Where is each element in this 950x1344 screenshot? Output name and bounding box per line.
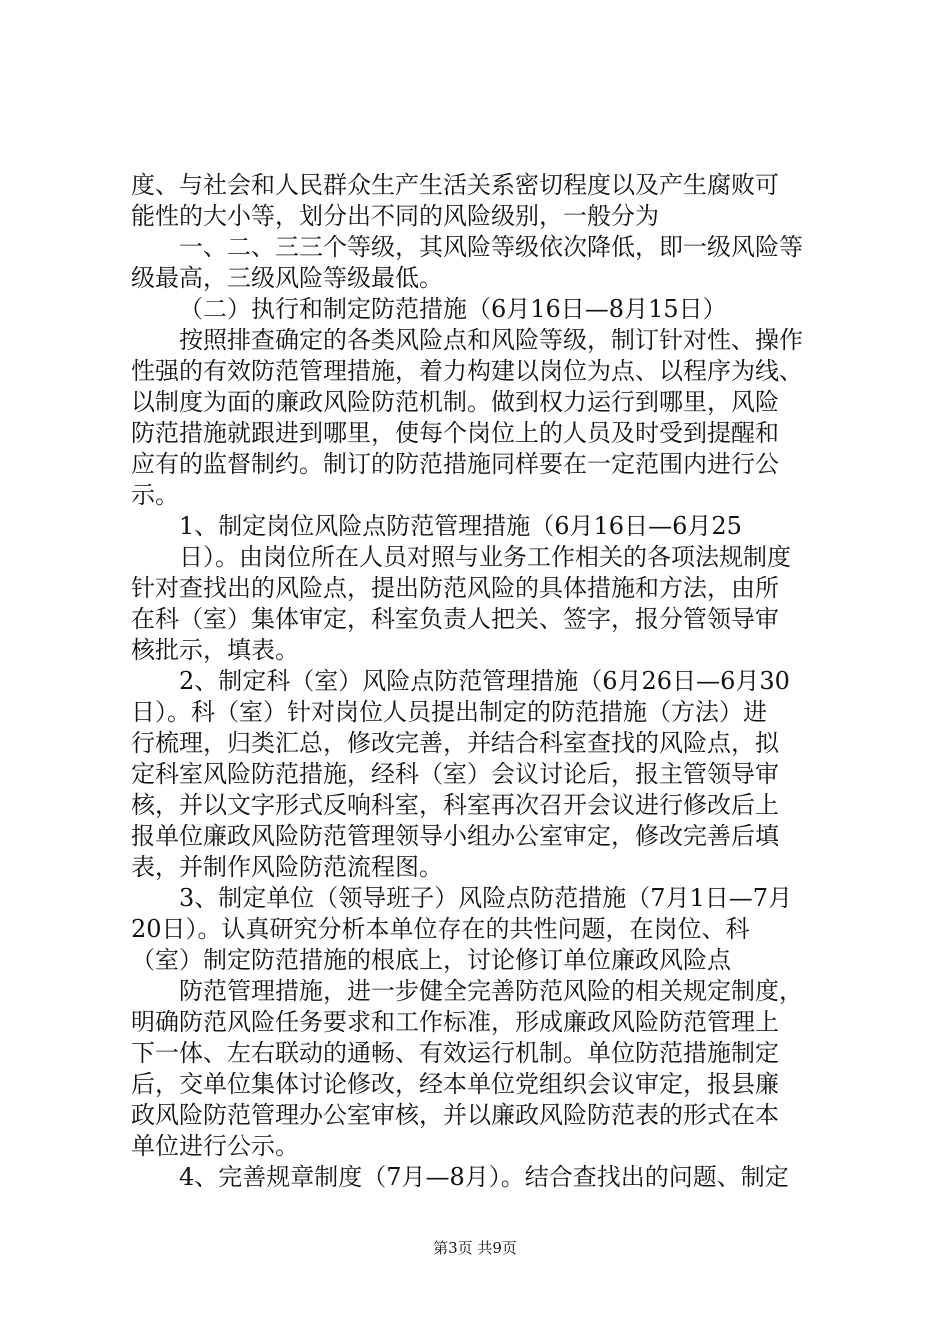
document-body — [131, 170, 837, 1193]
text-line: 报单位廉政风险防范管理领导小组办公室审定，修改完善后填 — [131, 822, 779, 850]
text-line: 按照排查确定的各类风险点和风险等级，制订针对性、操作 — [179, 326, 803, 354]
text-line: （室）制定防范措施的根底上，讨论修订单位廉政风险点 — [131, 946, 731, 974]
text-line: 针对查找出的风险点，提出防范风险的具体措施和方法，由所 — [131, 574, 779, 602]
list-item-heading: 1、制定岗位风险点防范管理措施（6月16日—6月25 — [179, 512, 742, 540]
list-item-heading: 2、制定科（室）风险点防范管理措施（6月26日—6月30 — [179, 667, 790, 695]
text-line: 防范措施就跟进到哪里，使每个岗位上的人员及时受到提醒和 — [131, 419, 779, 447]
text-line: 防范管理措施，进一步健全完善防范风险的相关规定制度， — [179, 977, 803, 1005]
text-line: 性强的有效防范管理措施，着力构建以岗位为点、以程序为线、 — [131, 357, 803, 385]
text-line: 示。 — [131, 481, 179, 509]
text-line: 定科室风险防范措施，经科（室）会议讨论后，报主管领导审 — [131, 760, 779, 788]
list-item-heading: 4、完善规章制度（7月—8月）。结合查找出的问题、制定 — [179, 1163, 789, 1191]
text-line: 核，并以文字形式反响科室，科室再次召开会议进行修改后上 — [131, 791, 779, 819]
text-line: 度、与社会和人民群众生产生活关系密切程度以及产生腐败可 — [131, 171, 779, 199]
text-line: 核批示，填表。 — [131, 636, 299, 664]
text-line: 一、二、三三个等级，其风险等级依次降低，即一级风险等 — [179, 233, 803, 261]
text-line: 以制度为面的廉政风险防范机制。做到权力运行到哪里，风险 — [131, 388, 779, 416]
text-line: 单位进行公示。 — [131, 1132, 299, 1160]
section-heading: （二）执行和制定防范措施（6月16日—8月15日） — [179, 295, 727, 323]
text-line: 下一体、左右联动的通畅、有效运行机制。单位防范措施制定 — [131, 1039, 779, 1067]
text-line: 在科（室）集体审定，科室负责人把关、签字，报分管领导审 — [131, 605, 779, 633]
text-line: 日）。由岗位所在人员对照与业务工作相关的各项法规制度 — [179, 543, 791, 571]
list-item-heading: 3、制定单位（领导班子）风险点防范措施（7月1日—7月 — [179, 884, 793, 912]
text-line: 日）。科（室）针对岗位人员提出制定的防范措施（方法）进 — [131, 698, 767, 726]
text-line: 政风险防范管理办公室审核，并以廉政风险防范表的形式在本 — [131, 1101, 779, 1129]
text-line: 表，并制作风险防范流程图。 — [131, 853, 443, 881]
text-line: 明确防范风险任务要求和工作标准，形成廉政风险防范管理上 — [131, 1008, 779, 1036]
text-line: 后，交单位集体讨论修改，经本单位党组织会议审定，报县廉 — [131, 1070, 779, 1098]
page-number-footer: 第3页 共9页 — [433, 1239, 517, 1257]
text-line: 级最高，三级风险等级最低。 — [131, 264, 443, 292]
text-line: 20日）。认真研究分析本单位存在的共性问题，在岗位、科 — [131, 915, 750, 943]
text-line: 行梳理，归类汇总，修改完善，并结合科室查找的风险点，拟 — [131, 729, 779, 757]
text-line: 应有的监督制约。制订的防范措施同样要在一定范围内进行公 — [131, 450, 779, 478]
text-line: 能性的大小等，划分出不同的风险级别，一般分为 — [131, 202, 659, 230]
